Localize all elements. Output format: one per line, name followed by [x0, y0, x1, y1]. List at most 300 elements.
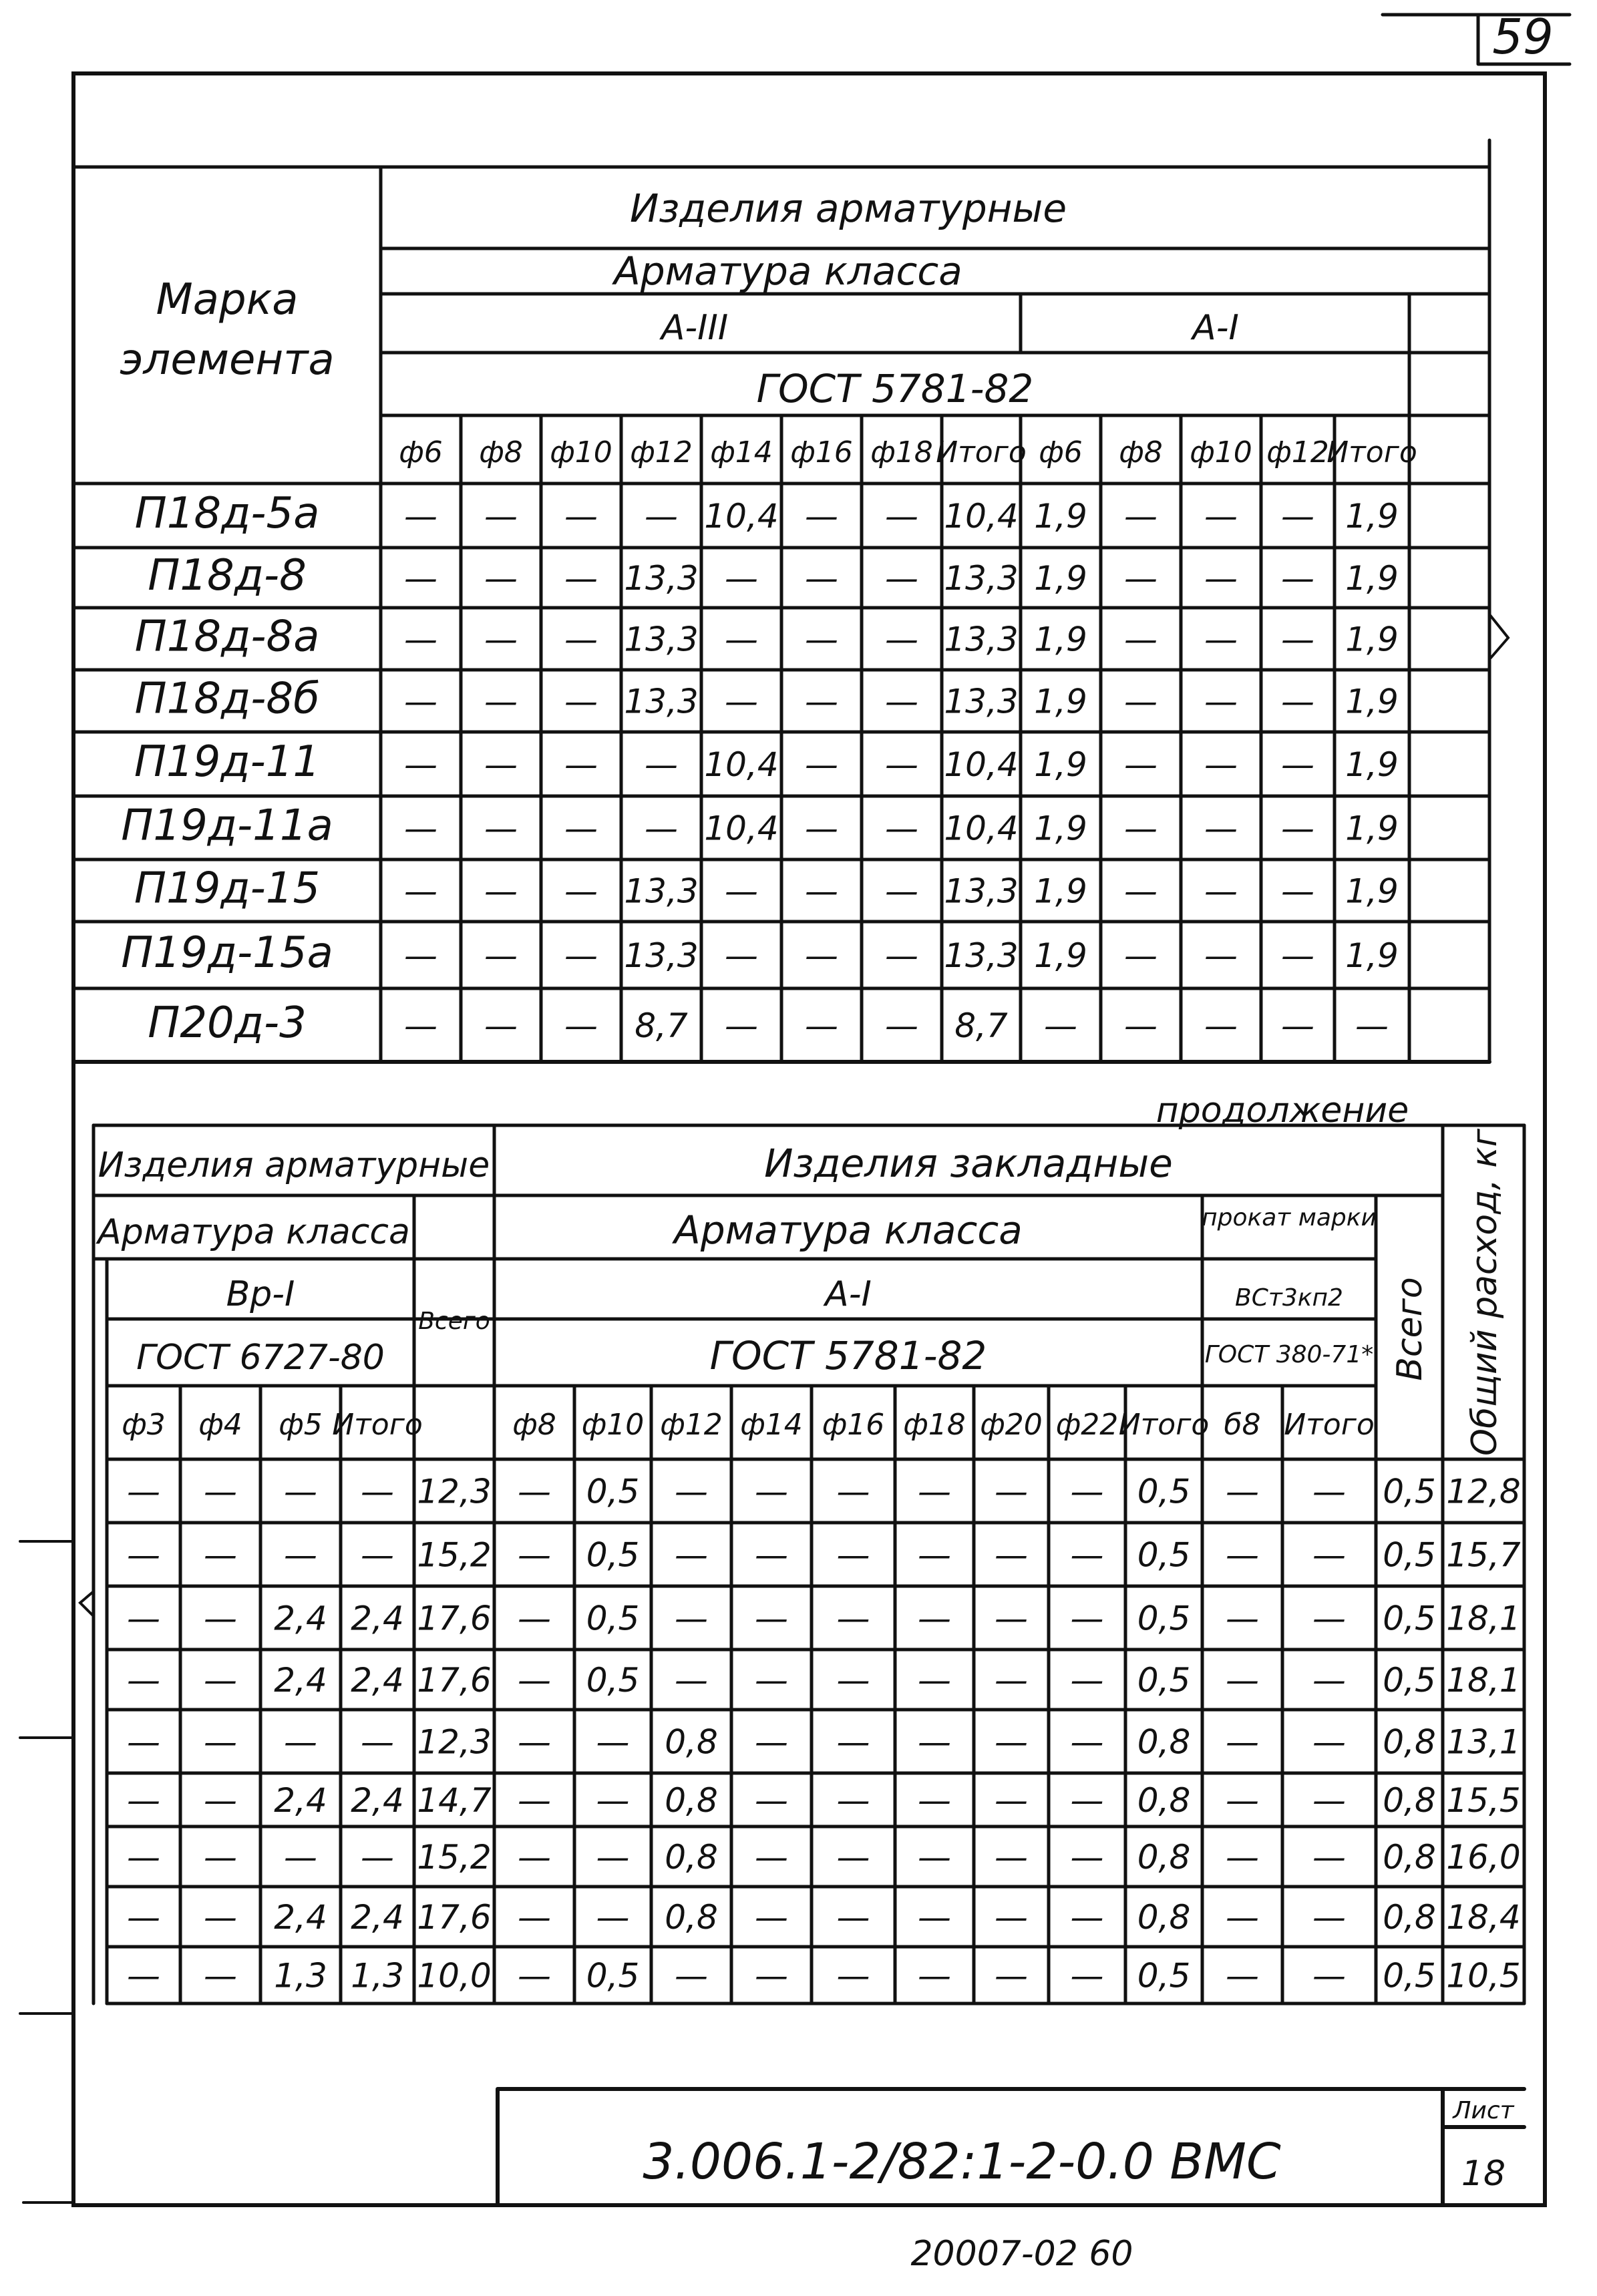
upper-cell: 1,9 [1034, 745, 1087, 784]
lower-cell: — [518, 1956, 551, 1995]
lower-cell: 0,5 [586, 1599, 640, 1638]
lower-cell: — [1226, 1838, 1259, 1877]
lower-cell: — [518, 1535, 551, 1575]
upper-cell: 10,4 [944, 497, 1019, 536]
upper-cell: — [484, 559, 518, 598]
upper-cell: — [1355, 1006, 1389, 1045]
lower-left-gost: ГОСТ 6727-80 [136, 1338, 385, 1378]
lower-cell: 12,8 [1446, 1472, 1521, 1511]
upper-cell: — [725, 620, 758, 659]
lower-col-header: ф14 [740, 1408, 803, 1442]
upper-col-header: Итого [1326, 435, 1417, 469]
upper-cell: — [1044, 1006, 1077, 1045]
lower-cell: 18,1 [1446, 1599, 1521, 1638]
row-mark: П19д-15а [121, 928, 333, 978]
upper-col-header: ф6 [399, 435, 443, 469]
upper-cell: — [885, 682, 918, 721]
upper-cell: — [484, 872, 518, 911]
lower-cell: — [361, 1535, 394, 1575]
lower-cell: 14,7 [417, 1781, 492, 1820]
row-mark: П19д-11 [134, 737, 321, 787]
lower-cell: 0,8 [1383, 1781, 1436, 1820]
upper-cell: 10,4 [944, 745, 1019, 784]
upper-cell: — [1124, 809, 1158, 848]
upper-col-header: ф12 [630, 435, 693, 469]
lower-cell: — [284, 1472, 317, 1511]
stamp-code: 3.006.1-2/82:1-2-0.0 ВМС [643, 2133, 1281, 2190]
lower-cell: — [596, 1722, 630, 1762]
lower-right-title: Изделия закладные [764, 1141, 1173, 1186]
marka-header-line1: Марка [156, 275, 299, 325]
upper-cell: — [885, 745, 918, 784]
lower-cell: 0,8 [665, 1838, 718, 1877]
lower-cell: — [204, 1838, 237, 1877]
lower-cell: 12,3 [417, 1722, 492, 1762]
lower-cell: 17,6 [417, 1898, 492, 1937]
lower-cell: 0,8 [665, 1722, 718, 1762]
upper-cell: — [564, 1006, 598, 1045]
upper-cell: 1,9 [1345, 872, 1399, 911]
lower-cell: — [918, 1472, 951, 1511]
upper-cell: — [1204, 497, 1238, 536]
upper-cell: — [564, 497, 598, 536]
lower-cell: — [1070, 1956, 1104, 1995]
lower-cell: 0,5 [1383, 1472, 1436, 1511]
lower-cell: — [1312, 1898, 1346, 1937]
lower-cell: 0,5 [1383, 1535, 1436, 1575]
upper-col-header: ф10 [550, 435, 612, 469]
upper-cell: — [1124, 559, 1158, 598]
upper-cell: 10,4 [704, 745, 779, 784]
lower-cell: — [755, 1781, 788, 1820]
lower-cell: — [1070, 1599, 1104, 1638]
vsego-label: Всего [418, 1308, 490, 1335]
vsego-vertical: Всего [1390, 1277, 1430, 1381]
upper-col-header: ф10 [1190, 435, 1252, 469]
lower-cell: 0,8 [665, 1781, 718, 1820]
upper-cell: — [564, 936, 598, 975]
lower-cell: — [995, 1898, 1028, 1937]
lower-left-title: Изделия арматурные [98, 1145, 490, 1185]
upper-cell: 13,3 [624, 872, 699, 911]
lower-cell: 15,7 [1446, 1535, 1521, 1575]
upper-cell: — [885, 497, 918, 536]
upper-cell: — [564, 559, 598, 598]
upper-cell: — [1281, 1006, 1314, 1045]
upper-cell: 1,9 [1345, 497, 1399, 536]
upper-cell: — [1281, 559, 1314, 598]
lower-cell: — [918, 1661, 951, 1700]
upper-cell: — [805, 559, 838, 598]
lower-cell: — [361, 1838, 394, 1877]
lower-cell: — [755, 1838, 788, 1877]
lower-cell: — [1226, 1781, 1259, 1820]
lower-cell: — [284, 1722, 317, 1762]
lower-cell: — [127, 1898, 160, 1937]
lower-cell: — [1226, 1535, 1259, 1575]
upper-cell: — [1281, 620, 1314, 659]
upper-cell: — [1124, 872, 1158, 911]
lower-cell: 0,5 [1137, 1535, 1191, 1575]
upper-cell: — [404, 682, 437, 721]
upper-cell: — [1124, 1006, 1158, 1045]
lower-cell: 0,5 [586, 1472, 640, 1511]
upper-cell: — [725, 682, 758, 721]
lower-cell: — [836, 1722, 870, 1762]
upper-cell: 1,9 [1345, 936, 1399, 975]
upper-cell: 10,4 [944, 809, 1019, 848]
lower-cell: 0,5 [586, 1535, 640, 1575]
upper-cell: — [484, 1006, 518, 1045]
lower-cell: — [918, 1722, 951, 1762]
upper-cell: — [1204, 559, 1238, 598]
lower-cell: — [918, 1599, 951, 1638]
lower-col-header: ф3 [122, 1408, 166, 1442]
upper-cell: — [1204, 620, 1238, 659]
upper-cell: — [1204, 745, 1238, 784]
prokat-label: прокат марки [1202, 1204, 1377, 1231]
lower-cell: 2,4 [274, 1898, 327, 1937]
lower-cell: — [675, 1661, 708, 1700]
lower-cell: 2,4 [274, 1661, 327, 1700]
upper-cell: — [404, 620, 437, 659]
lower-cell: — [204, 1535, 237, 1575]
upper-cell: 13,3 [944, 682, 1019, 721]
lower-cell: 0,8 [1137, 1838, 1191, 1877]
upper-col-header: Итого [936, 435, 1027, 469]
upper-col-header: ф12 [1266, 435, 1329, 469]
lower-left-subtitle: Арматура класса [98, 1212, 410, 1252]
lower-cell: 0,5 [1137, 1472, 1191, 1511]
lower-cell: 0,5 [586, 1661, 640, 1700]
lower-cell: 0,8 [1137, 1898, 1191, 1937]
upper-cell: 13,3 [944, 936, 1019, 975]
lower-cell: 0,8 [1383, 1722, 1436, 1762]
lower-cell: 0,5 [1383, 1599, 1436, 1638]
lower-col-header: ф4 [198, 1408, 242, 1442]
lower-col-header: ф10 [581, 1408, 645, 1442]
upper-col-header: ф14 [710, 435, 773, 469]
upper-cell: — [1281, 497, 1314, 536]
marka-header-line2: элемента [120, 335, 335, 385]
upper-cell: — [805, 872, 838, 911]
lower-cell: — [918, 1535, 951, 1575]
upper-cell: 13,3 [624, 936, 699, 975]
lower-cell: — [995, 1535, 1028, 1575]
lower-cell: 2,4 [274, 1781, 327, 1820]
lower-cell: 1,3 [274, 1956, 327, 1995]
lower-cell: — [127, 1956, 160, 1995]
upper-cell: 13,3 [624, 682, 699, 721]
lower-col-header: б8 [1224, 1408, 1261, 1442]
row-mark: П19д-15 [134, 864, 321, 914]
lower-cell: — [127, 1599, 160, 1638]
upper-cell: — [805, 682, 838, 721]
upper-cell: 1,9 [1034, 682, 1087, 721]
upper-cell: — [885, 620, 918, 659]
lower-cell: — [1226, 1956, 1259, 1995]
lower-cell: — [995, 1781, 1028, 1820]
upper-cell: — [484, 620, 518, 659]
page-number: 59 [1492, 9, 1554, 65]
upper-cell: 1,9 [1345, 745, 1399, 784]
lower-cell: — [1312, 1599, 1346, 1638]
upper-cell: 1,9 [1034, 559, 1087, 598]
lower-cell: 0,8 [1383, 1838, 1436, 1877]
upper-cell: 13,3 [944, 620, 1019, 659]
lower-col-header: Итого [332, 1408, 423, 1442]
lower-cell: 0,5 [1383, 1661, 1436, 1700]
lower-cell: — [1226, 1472, 1259, 1511]
upper-cell: — [484, 745, 518, 784]
upper-cell: 1,9 [1345, 809, 1399, 848]
lower-cell: — [1226, 1898, 1259, 1937]
upper-cell: — [885, 872, 918, 911]
lower-cell: — [127, 1661, 160, 1700]
upper-cell: 1,9 [1034, 497, 1087, 536]
lower-cell: 0,8 [665, 1898, 718, 1937]
lower-cell: — [1226, 1661, 1259, 1700]
lower-cell: — [518, 1472, 551, 1511]
lower-cell: — [518, 1838, 551, 1877]
lower-cell: — [836, 1535, 870, 1575]
lower-cell: 0,8 [1137, 1781, 1191, 1820]
lower-right-subtitle: Арматура класса [674, 1207, 1023, 1253]
footer-number: 20007-02 60 [910, 2234, 1133, 2274]
lower-cell: 16,0 [1446, 1838, 1521, 1877]
lower-cell: — [1226, 1599, 1259, 1638]
upper-cell: — [805, 497, 838, 536]
upper-title: Изделия арматурные [629, 186, 1067, 231]
lower-cell: — [596, 1838, 630, 1877]
upper-cell: 1,9 [1034, 809, 1087, 848]
upper-cell: — [1124, 620, 1158, 659]
sheet-label: Лист [1453, 2097, 1514, 2124]
lower-col-header: ф22 [1055, 1408, 1119, 1442]
upper-col-header: ф16 [790, 435, 853, 469]
upper-cell: — [1124, 745, 1158, 784]
lower-cell: — [1312, 1838, 1346, 1877]
lower-right-gost: ГОСТ 5781-82 [709, 1333, 987, 1378]
upper-cell: — [805, 1006, 838, 1045]
lower-cell: — [755, 1898, 788, 1937]
lower-cell: 0,5 [586, 1956, 640, 1995]
upper-cell: — [645, 745, 678, 784]
upper-cell: — [1281, 745, 1314, 784]
lower-cell: — [1070, 1898, 1104, 1937]
upper-cell: — [1124, 682, 1158, 721]
lower-col-header: ф8 [512, 1408, 556, 1442]
lower-cell: — [836, 1956, 870, 1995]
upper-cell: — [805, 809, 838, 848]
lower-cell: 0,5 [1383, 1956, 1436, 1995]
lower-cell: — [1312, 1472, 1346, 1511]
upper-cell: — [404, 809, 437, 848]
upper-cell: — [404, 1006, 437, 1045]
upper-cell: — [885, 809, 918, 848]
lower-col-header: ф16 [822, 1408, 885, 1442]
lower-cell: 13,1 [1446, 1722, 1521, 1762]
lower-cell: — [204, 1599, 237, 1638]
lower-cell: 15,2 [417, 1535, 492, 1575]
lower-cell: — [204, 1781, 237, 1820]
lower-cell: — [361, 1472, 394, 1511]
upper-cell: — [725, 872, 758, 911]
lower-cell: — [918, 1781, 951, 1820]
lower-cell: — [204, 1472, 237, 1511]
lower-cell: — [127, 1535, 160, 1575]
lower-cell: 18,1 [1446, 1661, 1521, 1700]
upper-cell: — [564, 745, 598, 784]
lower-cell: — [1070, 1781, 1104, 1820]
upper-cell: — [484, 682, 518, 721]
lower-cell: — [675, 1535, 708, 1575]
lower-col-header: Итого [1284, 1408, 1375, 1442]
lower-cell: — [836, 1599, 870, 1638]
upper-cell: 13,3 [624, 559, 699, 598]
upper-cell: — [645, 497, 678, 536]
lower-cell: — [518, 1898, 551, 1937]
lower-right-class: А-I [825, 1274, 872, 1314]
lower-cell: 17,6 [417, 1661, 492, 1700]
upper-cell: — [725, 559, 758, 598]
row-mark: П18д-8 [148, 551, 307, 600]
lower-col-header: ф20 [980, 1408, 1043, 1442]
upper-cell: 1,9 [1345, 682, 1399, 721]
upper-cell: 1,9 [1034, 620, 1087, 659]
upper-cell: — [484, 936, 518, 975]
lower-cell: 10,5 [1446, 1956, 1521, 1995]
lower-col-header: Итого [1118, 1408, 1210, 1442]
lower-cell: — [361, 1722, 394, 1762]
upper-cell: — [1204, 1006, 1238, 1045]
upper-cell: — [1281, 809, 1314, 848]
lower-cell: — [755, 1956, 788, 1995]
row-mark: П18д-5а [134, 489, 320, 538]
lower-cell: — [836, 1472, 870, 1511]
sheet-number: 18 [1461, 2154, 1506, 2194]
upper-col-header: ф8 [1119, 435, 1163, 469]
upper-cell: — [1124, 936, 1158, 975]
lower-cell: — [204, 1898, 237, 1937]
lower-cell: — [995, 1722, 1028, 1762]
lower-cell: — [836, 1781, 870, 1820]
total-vertical: Общий расход, кг [1465, 1129, 1505, 1456]
lower-cell: — [284, 1838, 317, 1877]
lower-cell: — [1070, 1472, 1104, 1511]
lower-cell: 15,5 [1446, 1781, 1521, 1820]
lower-cell: 1,3 [351, 1956, 404, 1995]
lower-cell: — [1312, 1722, 1346, 1762]
lower-cell: — [995, 1599, 1028, 1638]
prokat-marka: ВСт3кп2 [1235, 1284, 1343, 1312]
lower-cell: — [204, 1722, 237, 1762]
lower-col-header: ф12 [660, 1408, 723, 1442]
upper-cell: 10,4 [704, 497, 779, 536]
upper-cell: — [404, 745, 437, 784]
lower-cell: — [284, 1535, 317, 1575]
lower-cell: — [918, 1838, 951, 1877]
lower-cell: — [1312, 1535, 1346, 1575]
upper-cell: — [885, 1006, 918, 1045]
lower-cell: 2,4 [351, 1781, 404, 1820]
upper-cell: — [1281, 936, 1314, 975]
lower-cell: — [1070, 1722, 1104, 1762]
lower-col-header: ф18 [903, 1408, 966, 1442]
row-mark: П18д-8б [134, 674, 320, 724]
lower-cell: — [755, 1472, 788, 1511]
lower-cell: — [755, 1535, 788, 1575]
upper-cell: 1,9 [1345, 559, 1399, 598]
lower-cell: — [836, 1898, 870, 1937]
upper-cell: — [1281, 872, 1314, 911]
upper-col-header: ф8 [479, 435, 523, 469]
lower-cell: — [918, 1956, 951, 1995]
lower-cell: — [995, 1956, 1028, 1995]
upper-cell: — [805, 745, 838, 784]
upper-cell: — [1124, 497, 1158, 536]
class-a1-label: А-I [1192, 308, 1239, 348]
upper-cell: 13,3 [624, 620, 699, 659]
upper-gost: ГОСТ 5781-82 [756, 366, 1034, 411]
lower-cell: 15,2 [417, 1838, 492, 1877]
upper-cell: — [1204, 872, 1238, 911]
lower-cell: — [836, 1838, 870, 1877]
lower-cell: 0,5 [1137, 1599, 1191, 1638]
upper-col-header: ф6 [1039, 435, 1083, 469]
upper-cell: — [725, 1006, 758, 1045]
lower-cell: — [675, 1599, 708, 1638]
row-mark: П20д-3 [148, 998, 307, 1048]
lower-cell: — [204, 1661, 237, 1700]
upper-cell: — [564, 620, 598, 659]
lower-cell: 0,8 [1383, 1898, 1436, 1937]
lower-cell: — [204, 1956, 237, 1995]
lower-cell: — [127, 1781, 160, 1820]
upper-cell: — [404, 872, 437, 911]
lower-col-header: ф5 [279, 1408, 323, 1442]
lower-cell: — [675, 1956, 708, 1995]
upper-cell: 8,7 [635, 1006, 688, 1045]
lower-cell: — [918, 1898, 951, 1937]
class-a3-label: А-III [661, 308, 729, 348]
upper-cell: — [1204, 809, 1238, 848]
upper-cell: — [805, 936, 838, 975]
lower-cell: 12,3 [417, 1472, 492, 1511]
upper-cell: — [645, 809, 678, 848]
upper-cell: 1,9 [1034, 936, 1087, 975]
upper-cell: — [564, 872, 598, 911]
upper-cell: 1,9 [1034, 872, 1087, 911]
lower-cell: — [1312, 1781, 1346, 1820]
lower-cell: — [1070, 1661, 1104, 1700]
upper-cell: — [404, 936, 437, 975]
upper-cell: — [885, 936, 918, 975]
lower-cell: — [1070, 1838, 1104, 1877]
lower-cell: — [596, 1898, 630, 1937]
upper-cell: — [725, 936, 758, 975]
upper-cell: — [404, 559, 437, 598]
lower-cell: 18,4 [1446, 1898, 1521, 1937]
lower-cell: 2,4 [274, 1599, 327, 1638]
lower-cell: — [755, 1661, 788, 1700]
continuation-label: продолжение [1156, 1091, 1409, 1131]
upper-col-header: ф18 [870, 435, 933, 469]
lower-cell: 2,4 [351, 1599, 404, 1638]
lower-cell: — [755, 1599, 788, 1638]
lower-cell: — [995, 1472, 1028, 1511]
upper-cell: — [484, 497, 518, 536]
